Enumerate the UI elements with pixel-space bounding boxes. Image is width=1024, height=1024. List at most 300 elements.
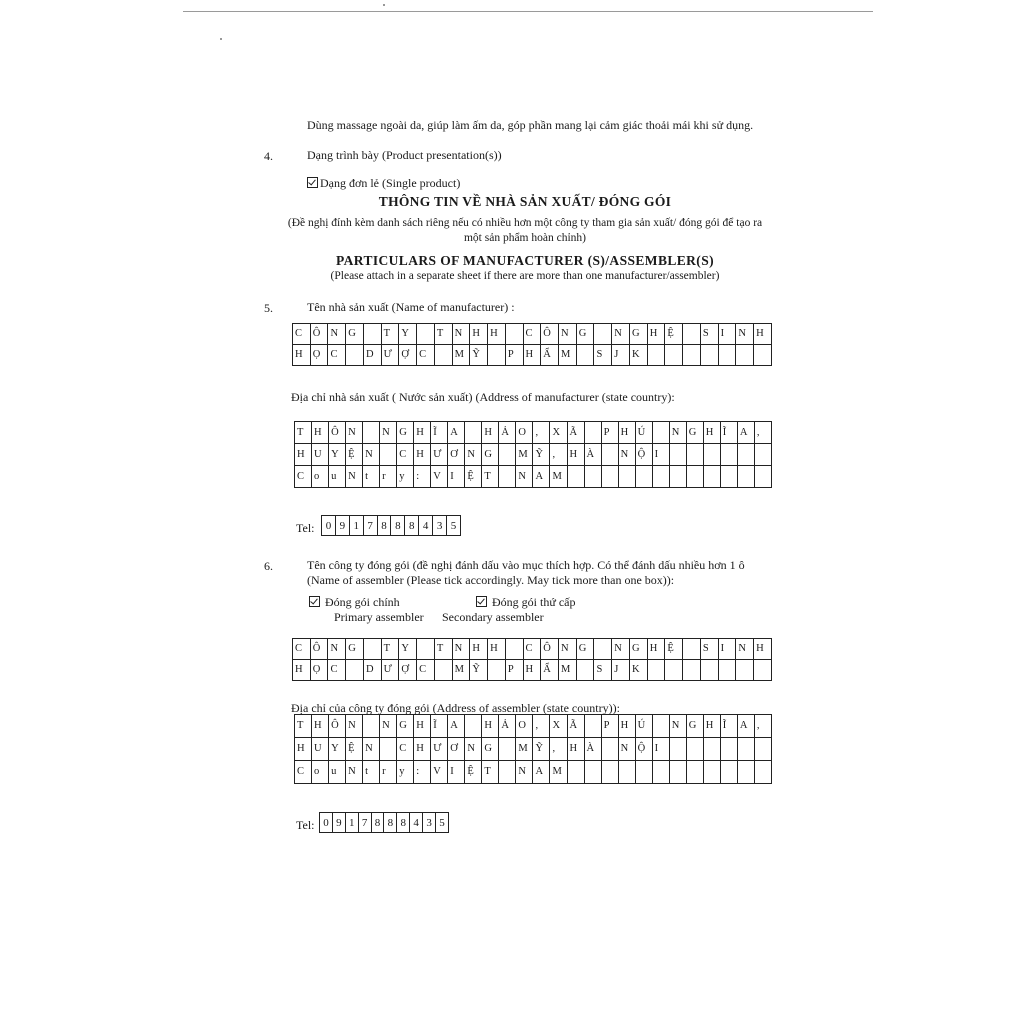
grid-cell: N [346,466,363,488]
grid-cell [737,466,754,488]
grid-cell: N [346,715,363,738]
grid-cell [652,466,669,488]
grid-cell: C [417,660,435,681]
tel-digit-cell: 0 [322,516,336,536]
grid-cell: Ộ [635,444,652,466]
grid-cell: Ô [541,324,559,345]
grid-cell: N [618,738,635,761]
grid-cell: Ơ [448,444,465,466]
grid-cell: A [737,422,754,444]
section5-number: 5. [264,301,273,315]
checkbox-checked-icon[interactable] [307,177,318,188]
grid-cell: M [550,466,567,488]
secondary-vn-label: Đóng gói thứ cấp [492,595,576,609]
grid-cell [488,345,506,366]
grid-cell: T [381,324,399,345]
grid-cell: , [550,444,567,466]
grid-cell [346,345,364,366]
grid-cell: D [363,660,381,681]
grid-cell: S [594,345,612,366]
grid-cell: Ệ [465,761,482,784]
grid-cell: N [736,324,754,345]
assembler-tel-grid [319,812,449,833]
grid-cell: N [328,639,346,660]
grid-cell: O [516,715,533,738]
primary-vn-label: Đóng gói chính [325,595,400,609]
grid-cell: K [629,660,647,681]
grid-cell [669,466,686,488]
grid-cell: M [516,738,533,761]
grid-cell: H [523,660,541,681]
grid-cell: O [516,422,533,444]
grid-cell: A [533,466,550,488]
secondary-assembler-option [476,595,576,609]
grid-cell [754,444,771,466]
manufacturer-address-grid [294,421,772,488]
grid-cell: N [669,715,686,738]
grid-cell: N [452,324,470,345]
grid-cell: N [363,444,380,466]
grid-cell: Ã [567,422,584,444]
tel-digit-cell: 3 [423,813,436,833]
grid-cell [754,345,772,366]
grid-cell [736,345,754,366]
tel-digit-cell: 7 [358,813,371,833]
grid-cell: J [612,660,630,681]
grid-cell [718,345,736,366]
grid-cell [567,466,584,488]
grid-cell: Ĩ [720,715,737,738]
grid-cell: A [533,761,550,784]
grid-cell [380,444,397,466]
grid-cell [737,761,754,784]
primary-assembler-option [309,595,400,609]
grid-cell [363,422,380,444]
grid-cell [700,345,718,366]
tel-digit-cell: 5 [436,813,449,833]
grid-cell [417,639,435,660]
grid-cell: M [559,660,577,681]
grid-cell [584,422,601,444]
grid-cell: Ẩ [541,660,559,681]
grid-cell: t [363,761,380,784]
grid-cell [686,444,703,466]
title-vn: THÔNG TIN VỀ NHÀ SẢN XUẤT/ ĐÓNG GÓI [378,194,672,209]
grid-cell [683,345,701,366]
grid-cell [499,738,516,761]
grid-cell [720,444,737,466]
grid-cell [363,324,381,345]
scan-top-edge [183,11,873,12]
tel-digit-cell: 3 [433,516,447,536]
grid-cell: N [736,639,754,660]
tel-digit-cell: 8 [384,813,397,833]
section6-label-line2: (Name of assembler (Please tick accordingly. May tick more than one box)): [307,573,675,587]
grid-cell [703,444,720,466]
section6-number: 6. [264,559,273,573]
grid-cell: U [312,444,329,466]
grid-cell [652,761,669,784]
grid-cell: u [329,466,346,488]
grid-cell [601,444,618,466]
grid-cell: H [414,422,431,444]
tel-digit-cell: 1 [345,813,358,833]
grid-cell: Ỹ [470,345,488,366]
grid-cell: Y [399,324,417,345]
tel-digit-cell: 7 [363,516,377,536]
grid-cell: H [414,444,431,466]
grid-cell: H [703,715,720,738]
grid-cell: : [414,761,431,784]
grid-cell: G [576,324,594,345]
grid-cell: Y [399,639,417,660]
tel-digit-cell: 9 [335,516,349,536]
grid-cell: T [434,324,452,345]
title-en: PARTICULARS OF MANUFACTURER (S)/ASSEMBLER(S) [335,253,715,268]
grid-cell: N [612,639,630,660]
grid-row [293,324,772,345]
grid-cell: Ả [499,422,516,444]
grid-cell: H [293,345,311,366]
scan-speck [220,38,222,40]
grid-cell [380,738,397,761]
grid-cell: , [754,715,771,738]
grid-cell: G [346,639,364,660]
grid-cell [363,715,380,738]
grid-cell: A [737,715,754,738]
grid-cell: H [488,324,506,345]
grid-cell: N [346,422,363,444]
grid-cell: Ô [310,639,328,660]
grid-cell [665,660,683,681]
note-vn-line2: một sản phẩm hoàn chỉnh) [463,232,586,244]
grid-cell: Y [329,738,346,761]
grid-cell: H [618,715,635,738]
section4-option [307,176,460,190]
grid-cell [652,715,669,738]
tel-label: Tel: [296,521,315,535]
grid-cell: Ệ [665,324,683,345]
grid-row [295,738,772,761]
secondary-en-label: Secondary assembler [442,610,544,624]
grid-cell: C [293,324,311,345]
grid-cell: H [488,639,506,660]
grid-cell: H [618,422,635,444]
grid-cell: G [629,324,647,345]
grid-cell [652,422,669,444]
grid-cell: H [295,738,312,761]
grid-cell: G [346,324,364,345]
grid-cell [576,660,594,681]
grid-cell [505,639,523,660]
tel-row [322,516,461,536]
grid-cell [737,738,754,761]
grid-cell [683,324,701,345]
grid-cell: Ợ [399,345,417,366]
grid-cell: Ợ [399,660,417,681]
tel-digit-cell: 8 [405,516,419,536]
grid-cell: C [328,660,346,681]
grid-cell [754,761,771,784]
grid-cell [665,345,683,366]
grid-cell: D [363,345,381,366]
grid-cell [434,345,452,366]
grid-cell: Ư [381,660,399,681]
grid-cell: G [397,422,414,444]
grid-cell [703,761,720,784]
section6-label-line1: Tên công ty đóng gói (đề nghị đánh dấu vào mục thích hợp. Có thể đánh dấu nhiều hơn 1 ô [307,558,745,572]
grid-cell [703,466,720,488]
grid-cell [363,639,381,660]
grid-cell [594,324,612,345]
grid-cell [720,761,737,784]
grid-cell [669,761,686,784]
grid-row [295,422,772,444]
grid-cell: C [523,324,541,345]
tel-digit-cell: 8 [377,516,391,536]
grid-cell: V [431,466,448,488]
grid-cell: C [417,345,435,366]
grid-cell: Ư [431,444,448,466]
manufacturer-address-label: Địa chỉ nhà sản xuất ( Nước sản xuất) (Address of manufacturer (state country): [291,390,675,404]
grid-cell [635,466,652,488]
grid-row [293,639,772,660]
grid-cell: C [523,639,541,660]
grid-cell: Ọ [310,345,328,366]
grid-cell [567,761,584,784]
grid-cell: u [329,761,346,784]
grid-cell: H [482,715,499,738]
grid-cell: G [686,715,703,738]
grid-cell: C [295,761,312,784]
grid-cell: , [533,422,550,444]
tel-digit-cell: 4 [419,516,433,536]
grid-cell: N [363,738,380,761]
grid-cell [635,761,652,784]
grid-row [295,715,772,738]
grid-cell [683,660,701,681]
grid-cell: M [550,761,567,784]
grid-cell: N [452,639,470,660]
primary-en-label: Primary assembler [334,610,424,624]
grid-cell: I [718,639,736,660]
grid-row [295,444,772,466]
grid-cell: Y [329,444,346,466]
grid-cell: H [293,660,311,681]
grid-cell: N [465,444,482,466]
grid-cell [718,660,736,681]
grid-cell [686,466,703,488]
grid-cell [720,738,737,761]
grid-cell: Ả [499,715,516,738]
grid-cell: N [516,761,533,784]
grid-cell: N [612,324,630,345]
grid-cell: N [669,422,686,444]
grid-cell: M [559,345,577,366]
grid-cell: , [550,738,567,761]
grid-cell: Ỹ [533,444,550,466]
grid-cell: N [346,761,363,784]
grid-cell [683,639,701,660]
grid-cell [488,660,506,681]
grid-cell: V [431,761,448,784]
grid-cell: A [448,715,465,738]
grid-cell [669,444,686,466]
grid-cell [499,761,516,784]
grid-cell: T [434,639,452,660]
grid-cell: H [470,324,488,345]
grid-cell: Ĩ [431,715,448,738]
grid-cell: N [559,324,577,345]
grid-cell: Ô [329,422,346,444]
grid-cell: S [594,660,612,681]
grid-cell: H [414,738,431,761]
grid-cell [700,660,718,681]
intro-line: Dùng massage ngoài da, giúp làm ấm da, góp phần mang lại cảm giác thoải mái khi sử dụng. [307,118,754,132]
grid-cell: Ã [567,715,584,738]
grid-cell: Ư [381,345,399,366]
grid-cell: C [293,639,311,660]
grid-cell: t [363,466,380,488]
grid-cell: o [312,466,329,488]
grid-cell: Ú [635,422,652,444]
grid-cell: Ô [541,639,559,660]
grid-cell [584,761,601,784]
grid-cell: P [505,345,523,366]
grid-cell: K [629,345,647,366]
grid-cell: I [448,466,465,488]
grid-cell [417,324,435,345]
grid-cell [686,761,703,784]
grid-cell [499,466,516,488]
grid-cell: y [397,761,414,784]
grid-cell: N [465,738,482,761]
checkbox-checked-icon[interactable] [309,596,320,607]
checkbox-checked-icon[interactable] [476,596,487,607]
grid-cell: P [505,660,523,681]
grid-cell: M [516,444,533,466]
grid-cell: Ỹ [533,738,550,761]
grid-cell [669,738,686,761]
grid-cell: , [533,715,550,738]
grid-cell [720,466,737,488]
grid-cell: G [482,444,499,466]
grid-cell [754,738,771,761]
grid-cell: , [754,422,771,444]
grid-cell: I [652,738,669,761]
grid-cell: H [470,639,488,660]
grid-cell [703,738,720,761]
grid-cell: N [516,466,533,488]
grid-cell: N [380,715,397,738]
grid-cell: À [584,444,601,466]
grid-cell: H [312,715,329,738]
grid-cell: I [652,444,669,466]
grid-cell [647,345,665,366]
grid-cell: Ệ [465,466,482,488]
grid-cell: Ư [431,738,448,761]
tel-digit-cell: 5 [447,516,461,536]
assembler-address-label: Địa chỉ của công ty đóng gói (Address of assembler (state country)): [291,701,620,715]
grid-cell: G [629,639,647,660]
grid-cell: Ĩ [431,422,448,444]
grid-cell: y [397,466,414,488]
grid-cell: N [380,422,397,444]
grid-cell [576,345,594,366]
manufacturer-name-grid [292,323,772,366]
grid-cell: Ộ [635,738,652,761]
grid-cell: Ệ [346,444,363,466]
grid-cell: Ĩ [720,422,737,444]
grid-cell [584,715,601,738]
grid-cell [346,660,364,681]
grid-cell [465,715,482,738]
tel-digit-cell: 0 [320,813,333,833]
section5-label: Tên nhà sản xuất (Name of manufacturer) : [307,300,515,314]
grid-cell: G [397,715,414,738]
assembler-name-grid [292,638,772,681]
grid-cell: J [612,345,630,366]
grid-cell: H [414,715,431,738]
grid-cell: S [700,324,718,345]
grid-cell: G [482,738,499,761]
grid-cell: Ô [310,324,328,345]
grid-cell: Ô [329,715,346,738]
grid-cell: : [414,466,431,488]
grid-cell [736,660,754,681]
grid-cell: T [482,761,499,784]
grid-row [295,466,772,488]
grid-cell: M [452,660,470,681]
grid-cell: H [295,444,312,466]
section4-label: Dạng trình bày (Product presentation(s)) [307,148,502,162]
grid-row [295,761,772,784]
grid-cell: I [718,324,736,345]
grid-cell [618,466,635,488]
grid-cell: C [397,444,414,466]
grid-cell [754,466,771,488]
grid-cell: r [380,761,397,784]
tel-label: Tel: [296,818,315,832]
grid-cell: H [482,422,499,444]
tel-row [320,813,449,833]
grid-cell: N [559,639,577,660]
assembler-address-grid [294,714,772,784]
grid-cell [465,422,482,444]
tel-digit-cell: 8 [391,516,405,536]
grid-cell: G [576,639,594,660]
grid-cell: T [295,715,312,738]
grid-cell: T [482,466,499,488]
grid-cell: Ệ [346,738,363,761]
grid-cell [499,444,516,466]
grid-cell: A [448,422,465,444]
grid-cell [601,738,618,761]
grid-cell [737,444,754,466]
grid-cell: C [295,466,312,488]
grid-cell [601,761,618,784]
grid-cell: X [550,715,567,738]
grid-cell [686,738,703,761]
grid-cell: H [647,324,665,345]
note-vn-line1: (Đề nghị đính kèm danh sách riêng nếu có nhiều hơn một công ty tham gia sản xuất/ đóng gói để tạo ra [287,217,763,229]
grid-cell: H [567,738,584,761]
grid-cell: P [601,422,618,444]
tel-digit-cell: 4 [410,813,423,833]
grid-cell: M [452,345,470,366]
grid-cell: H [754,324,772,345]
grid-cell: Ơ [448,738,465,761]
